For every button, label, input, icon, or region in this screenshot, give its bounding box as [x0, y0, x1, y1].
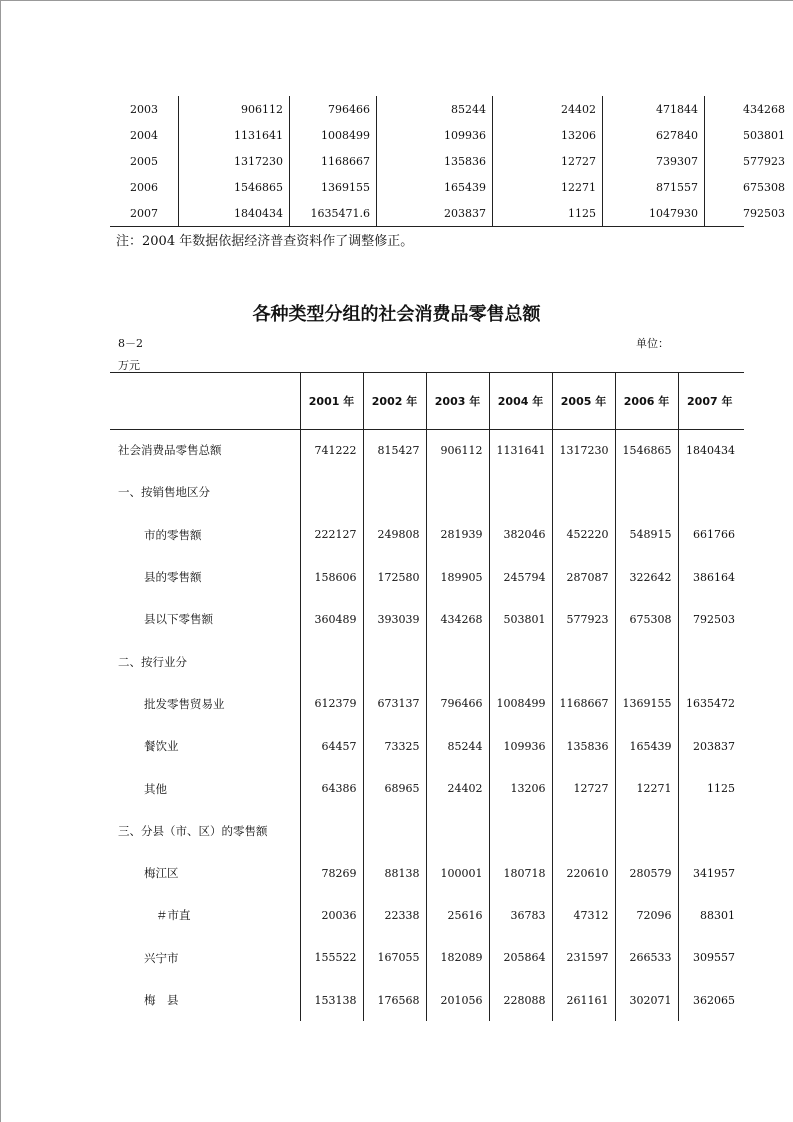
table-cell: 815427: [363, 429, 426, 471]
table-cell: 627840: [603, 122, 705, 148]
table-row: [110, 148, 791, 174]
table-cell: 1131641: [179, 122, 290, 148]
year-cell: 2006: [130, 180, 158, 194]
table-cell: 393039: [363, 598, 426, 640]
unit-label: 单位：: [636, 337, 669, 350]
table-row: [110, 174, 791, 200]
table-cell: 73325: [363, 725, 426, 767]
table-cell: 220610: [552, 852, 615, 894]
table-row: [110, 122, 791, 148]
table-cell: 158606: [300, 556, 363, 598]
table-cell: 577923: [552, 598, 615, 640]
table-cell: 661766: [678, 514, 741, 556]
table-cell: 434268: [426, 598, 489, 640]
row-label: 县以下零售额: [144, 612, 213, 627]
table-cell: 503801: [489, 598, 552, 640]
table-cell: 796466: [426, 683, 489, 725]
row-label: 社会消费品零售总额: [118, 443, 222, 458]
table-cell: [489, 640, 552, 682]
table-cell: 871557: [603, 174, 705, 200]
table-cell: 341957: [678, 852, 741, 894]
table-cell: 24402: [493, 96, 603, 122]
table-cell: 741222: [300, 429, 363, 471]
row-label: 县的零售额: [144, 570, 202, 585]
table-row: [110, 725, 741, 767]
table-row: [110, 514, 741, 556]
table-cell: 12727: [493, 148, 603, 174]
table-cell: 792503: [705, 200, 792, 226]
table-cell: 577923: [705, 148, 792, 174]
table-cell: 1317230: [179, 148, 290, 174]
table-cell: 739307: [603, 148, 705, 174]
table-cell: 167055: [363, 937, 426, 979]
table-cell: 12727: [552, 767, 615, 809]
table-cell: 673137: [363, 683, 426, 725]
table-cell: 12271: [615, 767, 678, 809]
table-cell: 434268: [705, 96, 792, 122]
table-cell: 1546865: [615, 429, 678, 471]
table-cell: 1008499: [489, 683, 552, 725]
table-cell: 1131641: [489, 429, 552, 471]
row-label: 其他: [144, 781, 167, 796]
table-cell: 1125: [678, 767, 741, 809]
table-cell: 382046: [489, 514, 552, 556]
table-cell: 25616: [426, 894, 489, 936]
table-cell: 1635471.6: [290, 200, 377, 226]
table-cell: [552, 810, 615, 852]
table-cell: 309557: [678, 937, 741, 979]
table-cell: 205864: [489, 937, 552, 979]
table-cell: 261161: [552, 979, 615, 1021]
table-code: 8－2: [118, 337, 143, 350]
section-label: 三、分县（市、区）的零售额: [118, 823, 268, 838]
column-header: 2006 年: [615, 373, 678, 429]
table-cell: [615, 640, 678, 682]
year-cell: 2007: [130, 206, 158, 220]
table-cell: 100001: [426, 852, 489, 894]
page-border-left: [0, 0, 1, 1122]
table-cell: 1369155: [615, 683, 678, 725]
table-cell: 13206: [493, 122, 603, 148]
table-cell: [615, 471, 678, 513]
table-cell: 109936: [377, 122, 493, 148]
table-cell: 231597: [552, 937, 615, 979]
table-row: [110, 429, 741, 471]
table-cell: 203837: [678, 725, 741, 767]
section-label: 一、按销售地区分: [118, 485, 210, 500]
table-cell: 172580: [363, 556, 426, 598]
table-row: [110, 894, 741, 936]
table-cell: 85244: [426, 725, 489, 767]
table-cell: [678, 471, 741, 513]
table-cell: 1635472: [678, 683, 741, 725]
section-label: 二、按行业分: [118, 654, 187, 669]
table-cell: 135836: [552, 725, 615, 767]
table-cell: 22338: [363, 894, 426, 936]
table-cell: 182089: [426, 937, 489, 979]
table-row: [110, 200, 791, 226]
table-cell: [300, 471, 363, 513]
table-cell: 72096: [615, 894, 678, 936]
table-cell: [363, 810, 426, 852]
table-cell: 386164: [678, 556, 741, 598]
table-cell: 302071: [615, 979, 678, 1021]
table-cell: 13206: [489, 767, 552, 809]
table-cell: 906112: [179, 96, 290, 122]
table-row: [110, 683, 741, 725]
table-cell: [300, 810, 363, 852]
table-cell: 796466: [290, 96, 377, 122]
table-cell: 36783: [489, 894, 552, 936]
table-cell: 266533: [615, 937, 678, 979]
table-cell: 1546865: [179, 174, 290, 200]
table-cell: 64386: [300, 767, 363, 809]
row-label: ＃市直: [156, 908, 191, 923]
table-row: [110, 471, 741, 513]
table-cell: 906112: [426, 429, 489, 471]
table-cell: 155522: [300, 937, 363, 979]
table-row: [110, 852, 741, 894]
table-cell: 322642: [615, 556, 678, 598]
column-header: 2002 年: [363, 373, 426, 429]
table-cell: [426, 471, 489, 513]
table-cell: 176568: [363, 979, 426, 1021]
table-cell: 12271: [493, 174, 603, 200]
table-cell: 1125: [493, 200, 603, 226]
table-cell: 792503: [678, 598, 741, 640]
table-cell: 362065: [678, 979, 741, 1021]
table-cell: [426, 640, 489, 682]
table-cell: 180718: [489, 852, 552, 894]
year-cell: 2005: [130, 154, 158, 168]
table-row: [110, 640, 741, 682]
column-header: 2007 年: [678, 373, 741, 429]
table-cell: 222127: [300, 514, 363, 556]
table-cell: 503801: [705, 122, 792, 148]
table-cell: 153138: [300, 979, 363, 1021]
table-cell: [489, 471, 552, 513]
table-cell: 68965: [363, 767, 426, 809]
table-cell: [552, 471, 615, 513]
table-cell: 1840434: [678, 429, 741, 471]
table-cell: [363, 471, 426, 513]
column-header: 2005 年: [552, 373, 615, 429]
table-cell: [678, 640, 741, 682]
table-cell: 245794: [489, 556, 552, 598]
table-cell: 203837: [377, 200, 493, 226]
page-title: 各种类型分组的社会消费品零售总额: [252, 304, 541, 325]
table-cell: 165439: [377, 174, 493, 200]
unit-value: 万元: [118, 359, 140, 372]
year-cell: 2004: [130, 128, 158, 142]
table-cell: 452220: [552, 514, 615, 556]
row-label: 梅 县: [144, 993, 179, 1007]
table-cell: [678, 810, 741, 852]
table-cell: 88138: [363, 852, 426, 894]
table-cell: 47312: [552, 894, 615, 936]
table-cell: 88301: [678, 894, 741, 936]
row-label: 梅江区: [144, 866, 179, 881]
row-label: 市的零售额: [144, 527, 202, 542]
table-cell: 249808: [363, 514, 426, 556]
column-header: 2003 年: [426, 373, 489, 429]
table-cell: 548915: [615, 514, 678, 556]
table-cell: [300, 640, 363, 682]
table-cell: 471844: [603, 96, 705, 122]
table-cell: [615, 810, 678, 852]
row-label: 兴宁市: [144, 950, 179, 965]
table-cell: 85244: [377, 96, 493, 122]
table-row: [110, 96, 791, 122]
table-cell: 64457: [300, 725, 363, 767]
table-cell: 675308: [705, 174, 792, 200]
retail-sales-table: [110, 373, 741, 1021]
table-cell: 201056: [426, 979, 489, 1021]
table-cell: 360489: [300, 598, 363, 640]
continuation-table: [110, 96, 791, 226]
table-row: [110, 556, 741, 598]
table-cell: 228088: [489, 979, 552, 1021]
table-cell: 612379: [300, 683, 363, 725]
table-cell: 1168667: [552, 683, 615, 725]
table-cell: 135836: [377, 148, 493, 174]
table-bottom-rule: [110, 226, 744, 227]
table-cell: 78269: [300, 852, 363, 894]
table-cell: 1008499: [290, 122, 377, 148]
footnote: 注：2004 年数据依据经济普查资料作了调整修正。: [116, 234, 414, 249]
table-row: [110, 598, 741, 640]
row-label: 批发零售贸易业: [144, 696, 225, 711]
table-row: [110, 979, 741, 1021]
table-cell: 165439: [615, 725, 678, 767]
table-cell: 24402: [426, 767, 489, 809]
column-header: 2004 年: [489, 373, 552, 429]
table-cell: [363, 640, 426, 682]
table-cell: 109936: [489, 725, 552, 767]
table-cell: 287087: [552, 556, 615, 598]
table-cell: 1840434: [179, 200, 290, 226]
table-cell: 280579: [615, 852, 678, 894]
table-cell: 1168667: [290, 148, 377, 174]
table-cell: 1369155: [290, 174, 377, 200]
table-cell: [426, 810, 489, 852]
table-cell: 1047930: [603, 200, 705, 226]
table-cell: [552, 640, 615, 682]
column-header: 2001 年: [300, 373, 363, 429]
table-cell: 189905: [426, 556, 489, 598]
table-cell: 675308: [615, 598, 678, 640]
table-row: [110, 937, 741, 979]
table-row: [110, 767, 741, 809]
header-row: [110, 373, 741, 429]
stub-header: [110, 373, 300, 429]
table-cell: 20036: [300, 894, 363, 936]
table-cell: [489, 810, 552, 852]
row-label: 餐饮业: [144, 739, 179, 754]
table-cell: 1317230: [552, 429, 615, 471]
table-cell: 281939: [426, 514, 489, 556]
table-row: [110, 810, 741, 852]
year-cell: 2003: [130, 102, 158, 116]
page-border-top: [0, 0, 793, 1]
